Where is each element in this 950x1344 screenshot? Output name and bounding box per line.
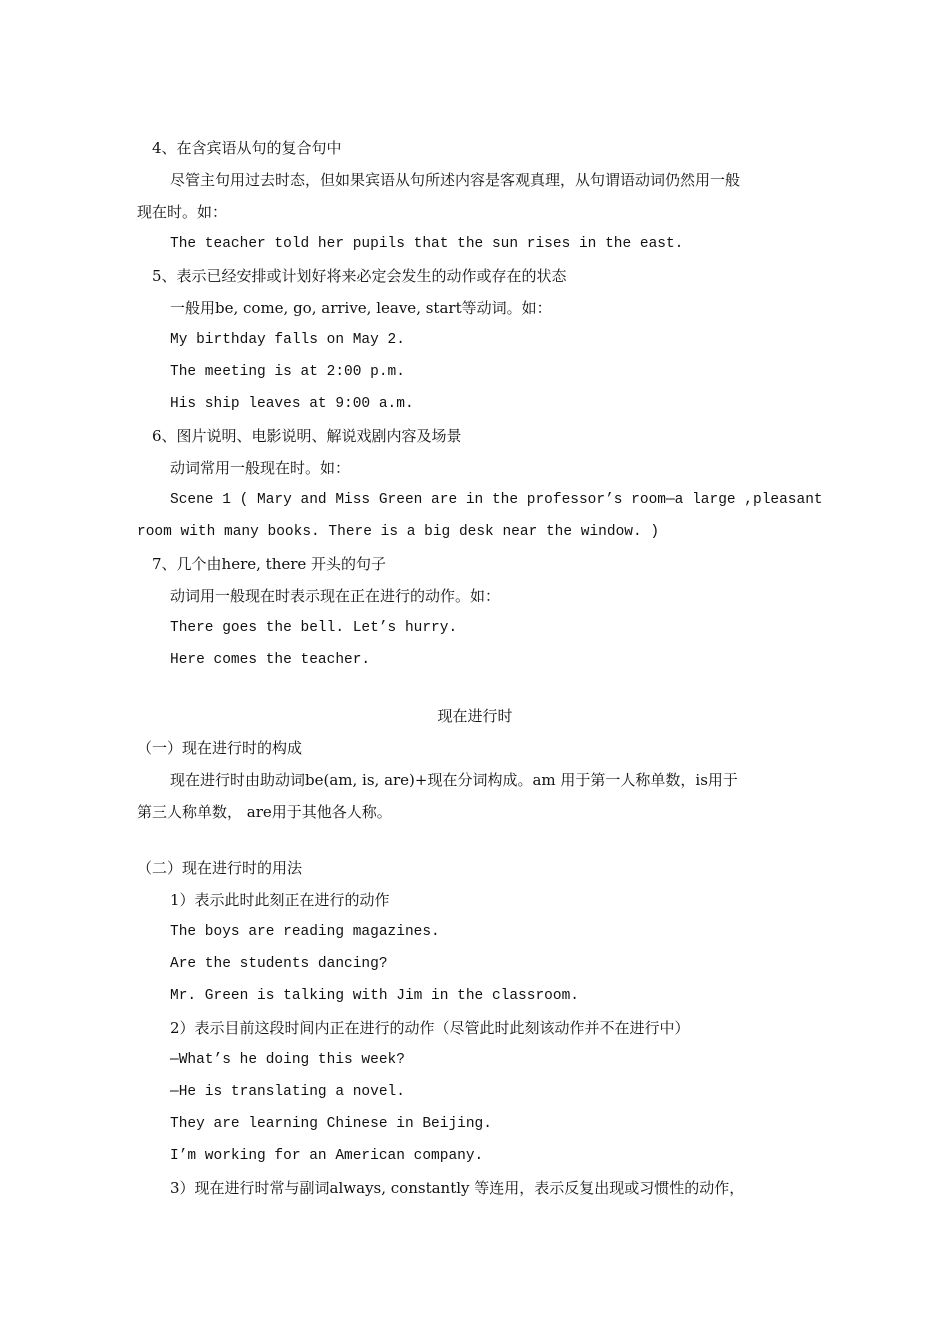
- part1-heading: （一）现在进行时的构成: [137, 739, 303, 757]
- item7-desc: 动词用一般现在时表示现在正在进行的动作。如：: [170, 587, 501, 605]
- item5-heading: 5、表示已经安排或计划好将来必定会发生的动作或存在的状态: [152, 267, 567, 285]
- item7-heading: 7、几个由here, there 开头的句子: [152, 555, 387, 573]
- item4-example: The teacher told her pupils that the sun rises in the east.: [170, 236, 684, 252]
- part1-desc: 现在进行时由助动词be(am, is, are)+现在分词构成。am 用于第一人称单数，is用于: [170, 771, 738, 789]
- item4-desc: 尽管主句用过去时态，但如果宾语从句所述内容是客观真理，从句谓语动词仍然用一般: [170, 171, 741, 189]
- item4-heading: 4、在含宾语从句的复合句中: [152, 139, 342, 157]
- use1-example: The boys are reading magazines.: [170, 924, 440, 940]
- item5-example: My birthday falls on May 2.: [170, 332, 405, 348]
- use2-heading: 2）表示目前这段时间内正在进行的动作（尽管此时此刻该动作并不在进行中）: [170, 1019, 690, 1037]
- use2-example: —What’s he doing this week?: [170, 1052, 405, 1068]
- use3-heading: 3）现在进行时常与副词always, constantly 等连用，表示反复出现或习惯性的动作，: [170, 1179, 745, 1197]
- item7-example: Here comes the teacher.: [170, 652, 371, 668]
- item5-example: His ship leaves at 9:00 a.m.: [170, 396, 414, 412]
- use2-example: I’m working for an American company.: [170, 1148, 484, 1164]
- item6-heading: 6、图片说明、电影说明、解说戏剧内容及场景: [152, 427, 462, 445]
- part2-heading: （二）现在进行时的用法: [137, 859, 303, 877]
- use2-example: —He is translating a novel.: [170, 1084, 405, 1100]
- item7-example: There goes the bell. Let’s hurry.: [170, 620, 458, 636]
- use1-example: Mr. Green is talking with Jim in the classroom.: [170, 988, 579, 1004]
- section-title: 现在进行时: [437, 707, 513, 725]
- item5-desc: 一般用be, come, go, arrive, leave, start等动词。如：: [170, 299, 552, 317]
- part1-desc-cont: 第三人称单数， are用于其他各人称。: [137, 803, 392, 821]
- use1-heading: 1）表示此时此刻正在进行的动作: [170, 891, 390, 909]
- use2-example: They are learning Chinese in Beijing.: [170, 1116, 492, 1132]
- use1-example: Are the students dancing?: [170, 956, 388, 972]
- item6-example-cont: room with many books. There is a big desk near the window. ): [137, 524, 660, 540]
- item6-desc: 动词常用一般现在时。如：: [170, 459, 351, 477]
- item5-example: The meeting is at 2:00 p.m.: [170, 364, 405, 380]
- item4-desc-cont: 现在时。如：: [137, 203, 228, 221]
- item6-example: Scene 1 ( Mary and Miss Green are in the professor’s room—a large ,pleasant: [170, 492, 823, 508]
